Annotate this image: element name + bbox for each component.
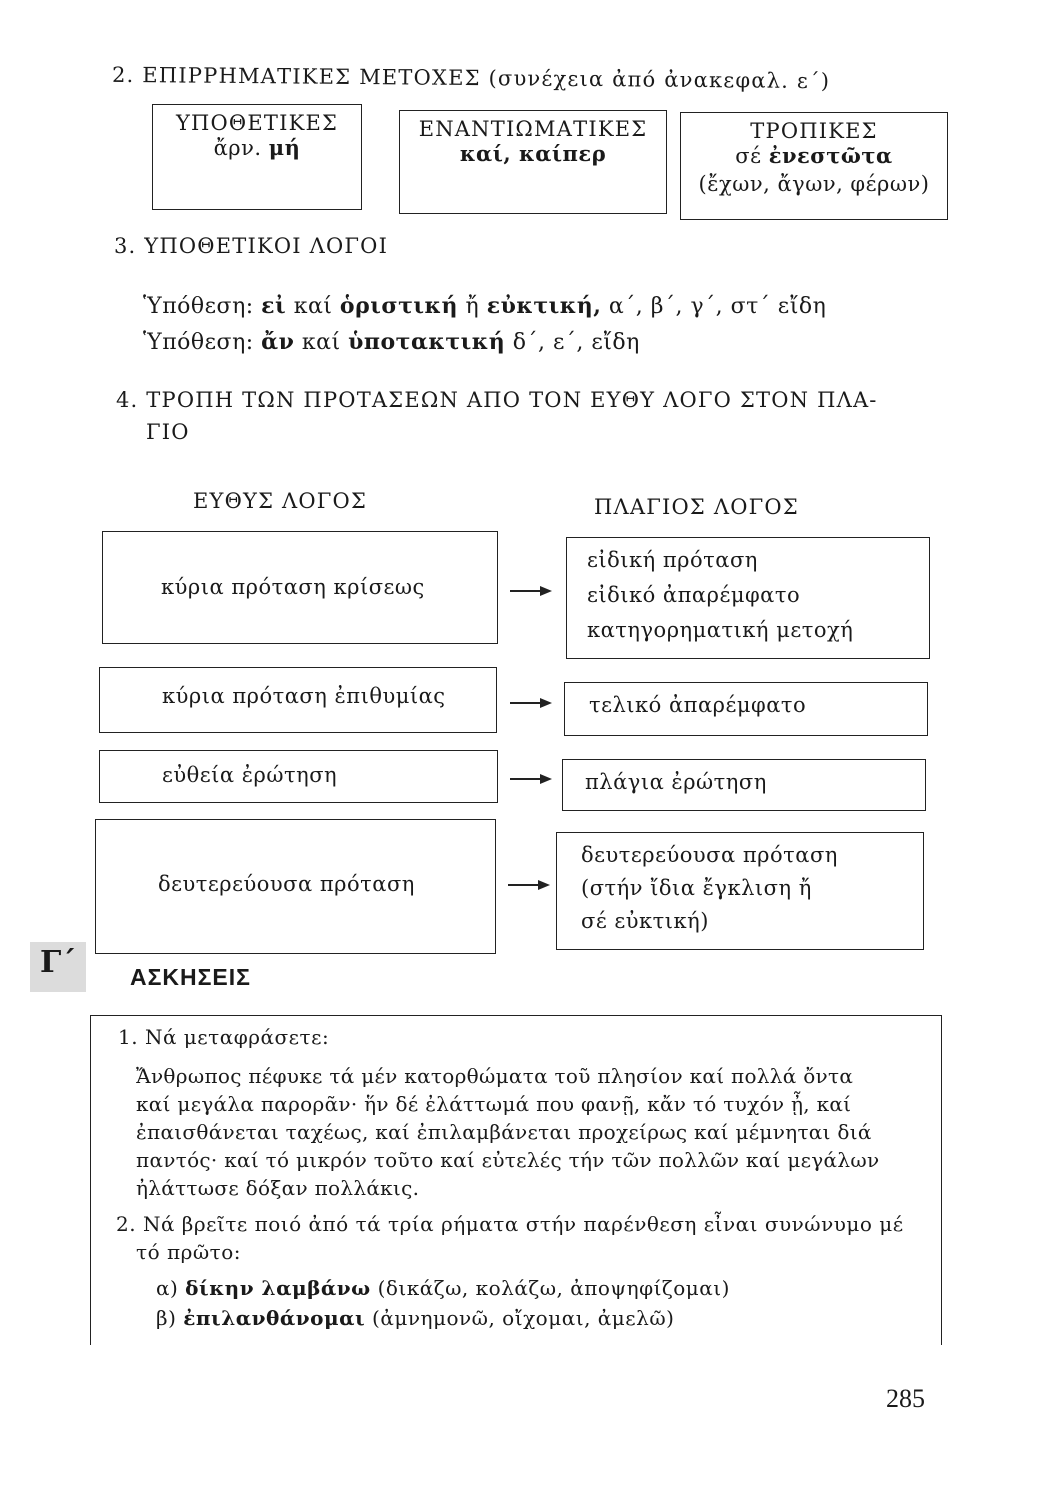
exercise-1-line: Ἄνθρωπος πέφυκε τά μέν κατορθώματα τοῦ πλησίον καί πολλά ὄντα bbox=[136, 1064, 854, 1088]
direct-label: δευτερεύουσα πρόταση bbox=[158, 872, 415, 896]
exercise-1-line: καί μεγάλα παρορᾶν· ἥν δέ ἐλάττωμά που φανῇ, κἄν τό τυχόν ᾖ, καί bbox=[136, 1092, 852, 1116]
section-4-heading-cont: ΓΙΟ bbox=[146, 420, 190, 444]
arrow-right-icon bbox=[510, 772, 552, 786]
box-title: ΥΠΟΘΕΤΙΚΕΣ bbox=[175, 111, 339, 135]
indirect-line: σέ εὐκτική) bbox=[581, 909, 709, 933]
exercise-1-line: ἐπαισθάνεται ταχέως, καί ἐπιλαμβάνεται προχείρως καί μέμνηται διά bbox=[136, 1120, 872, 1144]
exercise-1-line: ἠλάττωσε δόξαν πολλάκις. bbox=[136, 1176, 420, 1200]
arrow-right-icon bbox=[510, 696, 552, 710]
box-title: ΕΝΑΝΤΙΩΜΑΤΙΚΕΣ bbox=[418, 117, 648, 141]
indirect-line: δευτερεύουσα πρόταση bbox=[581, 843, 838, 867]
box-modal bbox=[680, 112, 948, 220]
box-line: σέ ἐνεστῶτα bbox=[735, 143, 893, 168]
exercise-1-label: 1. Νά μεταφράσετε: bbox=[118, 1025, 330, 1049]
direct-label: εὐθεία ἐρώτηση bbox=[162, 763, 338, 787]
indirect-speech-header: ΠΛΑΓΙΟΣ ΛΟΓΟΣ bbox=[594, 495, 799, 519]
exercise-2-item-b: β) ἐπιλανθάνομαι (ἀμνημονῶ, οἴχομαι, ἀμελῶ) bbox=[156, 1306, 675, 1330]
box-line-3: (ἔχων, ἄγων, φέρων) bbox=[698, 172, 930, 196]
exercise-1-text bbox=[136, 1062, 926, 1202]
box-concessive bbox=[399, 110, 667, 214]
direct-box-2 bbox=[99, 667, 497, 733]
hypothesis-line-1: Ὑπόθεση: εἰ καί ὁριστική ἤ εὐκτική, α΄, β΄, γ΄, στ΄ εἴδη bbox=[143, 293, 827, 319]
section-2-heading: 2. ΕΠΙΡΡΗΜΑΤΙΚΕΣ ΜΕΤΟΧΕΣ (συνέχεια ἀπό ἀνακεφαλ. ε΄) bbox=[111, 62, 831, 94]
exercises-title: ΑΣΚΗΣΕΙΣ bbox=[130, 964, 251, 990]
exercise-2-line-2: τό πρῶτο: bbox=[136, 1240, 242, 1264]
arrow-right-icon bbox=[508, 878, 550, 892]
direct-label: κύρια πρόταση κρίσεως bbox=[161, 575, 425, 599]
indirect-line: εἰδικό ἀπαρέμφατο bbox=[587, 583, 801, 607]
indirect-line: πλάγια ἐρώτηση bbox=[585, 770, 767, 794]
section-3-heading: 3. ΥΠΟΘΕΤΙΚΟΙ ΛΟΓΟΙ bbox=[114, 234, 389, 258]
box-title: ΤΡΟΠΙΚΕΣ bbox=[750, 119, 878, 143]
indirect-line: (στήν ἴδια ἔγκλιση ἤ bbox=[581, 876, 812, 900]
box-line: καί, καίπερ bbox=[459, 141, 607, 166]
exercise-2-line-1: 2. Νά βρεῖτε ποιό ἀπό τά τρία ρήματα στήν παρένθεση εἶναι συνώνυμο μέ bbox=[116, 1212, 904, 1236]
indirect-box-4 bbox=[556, 832, 924, 950]
indirect-box-1 bbox=[566, 537, 930, 659]
indirect-line: εἰδική πρόταση bbox=[587, 548, 758, 572]
indirect-line: τελικό ἀπαρέμφατο bbox=[589, 693, 807, 717]
section-marker: Γ΄ bbox=[40, 945, 77, 980]
page-number: 285 bbox=[886, 1384, 925, 1413]
direct-speech-header: ΕΥΘΥΣ ΛΟΓΟΣ bbox=[193, 489, 368, 513]
box-line: ἄρν. μή bbox=[213, 135, 301, 160]
direct-label: κύρια πρόταση ἐπιθυμίας bbox=[162, 684, 446, 708]
arrow-right-icon bbox=[510, 584, 552, 598]
indirect-box-3 bbox=[562, 759, 926, 811]
indirect-line: κατηγορηματική μετοχή bbox=[587, 618, 854, 642]
exercise-1-line: παντός· καί τό μικρόν τοῦτο καί εὐτελές τήν τῶν πολλῶν καί μεγάλων bbox=[136, 1148, 880, 1172]
exercise-2-item-a: α) δίκην λαμβάνω (δικάζω, κολάζω, ἀποψηφίζομαι) bbox=[156, 1276, 730, 1300]
box-hypothetical bbox=[152, 104, 362, 210]
direct-box-4 bbox=[95, 819, 496, 954]
hypothesis-line-2: Ὑπόθεση: ἄν καί ὑποτακτική δ΄, ε΄, εἴδη bbox=[143, 329, 640, 355]
direct-box-1 bbox=[102, 531, 498, 644]
indirect-box-2 bbox=[564, 682, 928, 736]
direct-box-3 bbox=[99, 750, 498, 803]
section-4-heading: 4. ΤΡΟΠΗ ΤΩΝ ΠΡΟΤΑΣΕΩΝ ΑΠΟ ΤΟΝ ΕΥΘΥ ΛΟΓΟ ΣΤΟΝ ΠΛΑ- bbox=[116, 388, 878, 412]
